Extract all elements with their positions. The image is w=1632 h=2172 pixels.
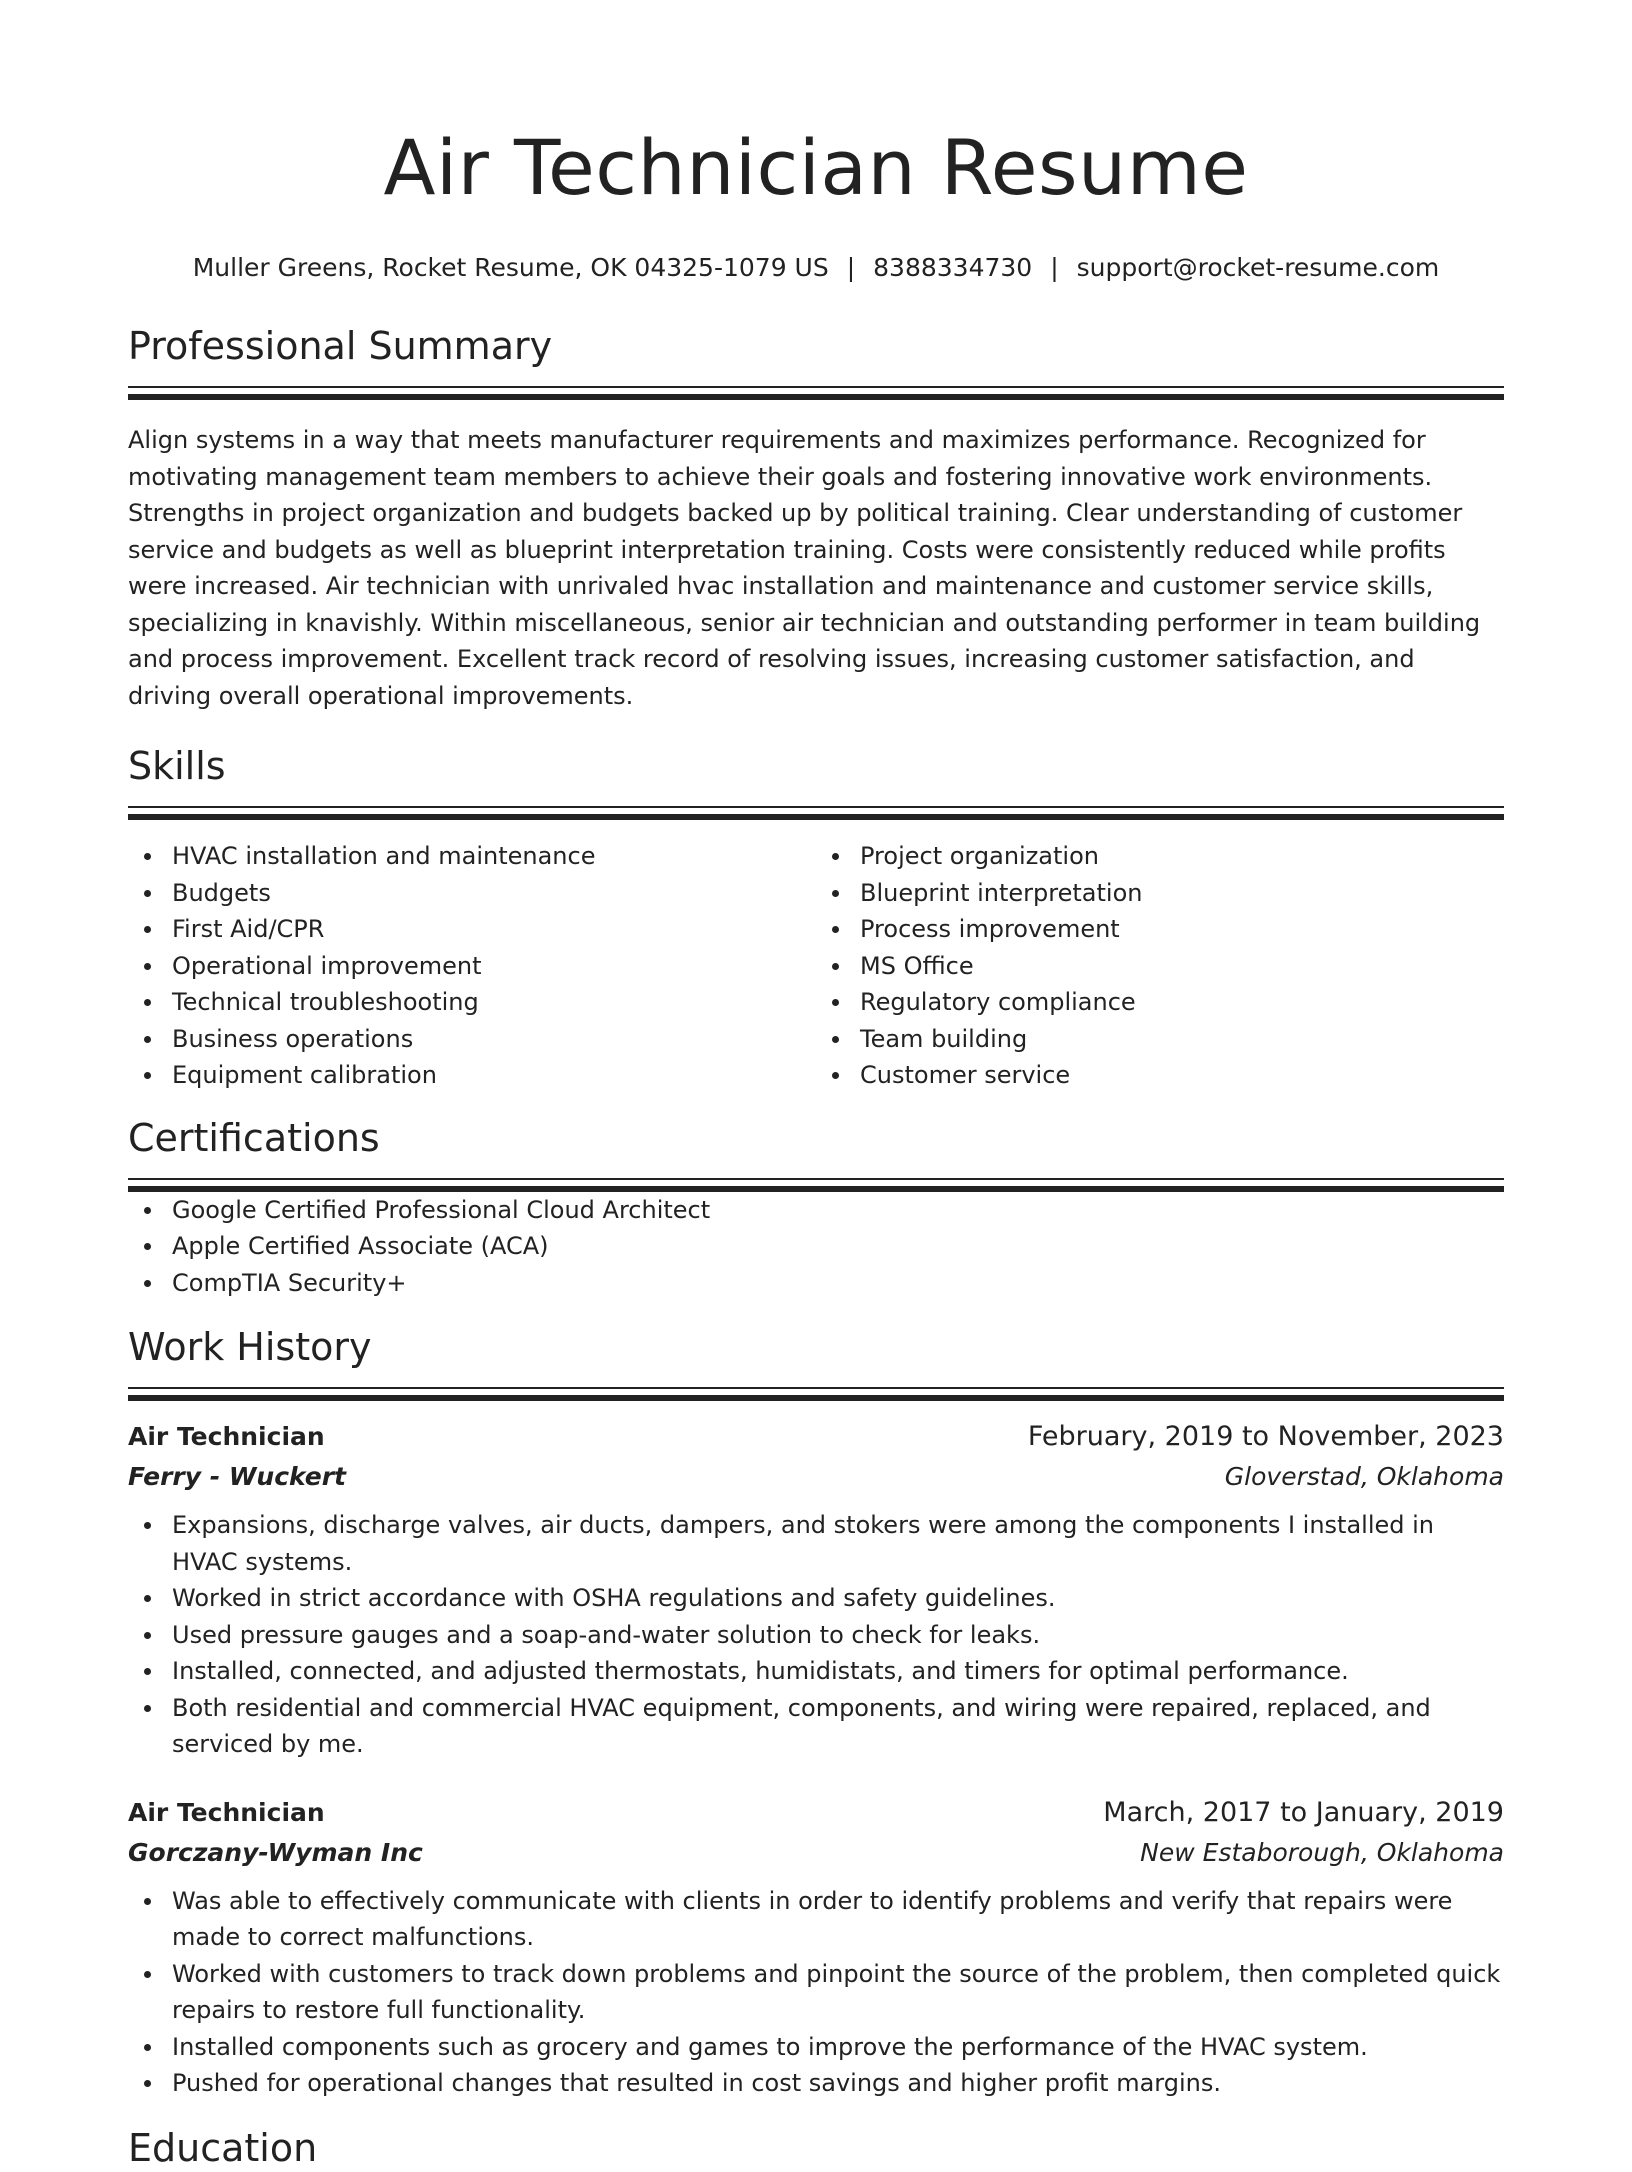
contact-address: Muller Greens, Rocket Resume, OK 04325-1079 US — [192, 253, 829, 282]
job-duty: Used pressure gauges and a soap-and-water solution to check for leaks. — [172, 1617, 1504, 1654]
skills-section — [128, 742, 1504, 1094]
job-duty: Expansions, discharge valves, air ducts, dampers, and stokers were among the components I installed in HVAC systems. — [172, 1507, 1504, 1580]
resume-title: Air Technician Resume — [383, 123, 1249, 212]
certification-item: Google Certified Professional Cloud Architect — [172, 1192, 1504, 1229]
skill-item: Regulatory compliance — [860, 984, 1504, 1021]
job-header-row — [128, 1793, 1504, 1833]
section-divider — [128, 1178, 1504, 1192]
job-duty: Was able to effectively communicate with clients in order to identify problems and verify that repairs were made to correct malfunctions. — [172, 1883, 1504, 1956]
contact-separator: | — [846, 253, 856, 282]
job-company-row — [128, 1833, 1504, 1873]
certifications-list — [128, 1192, 1504, 1302]
work-history-heading: Work History — [128, 1325, 372, 1369]
job-company: Ferry - Wuckert — [128, 1462, 346, 1491]
contact-line — [128, 252, 1504, 284]
education-section — [128, 2124, 1504, 2172]
job-dates: February, 2019 to November, 2023 — [1027, 1421, 1504, 1452]
contact-email: support@rocket-resume.com — [1076, 253, 1440, 282]
work-history-section — [128, 1323, 1504, 2102]
skill-item: MS Office — [860, 948, 1504, 985]
job-location: Gloverstad, Oklahoma — [1224, 1462, 1504, 1491]
job-location: New Estaborough, Oklahoma — [1140, 1837, 1504, 1867]
job-entry — [128, 1417, 1504, 1763]
skill-item: Customer service — [860, 1057, 1504, 1094]
job-company-row — [128, 1457, 1504, 1497]
job-entry — [128, 1793, 1504, 2102]
job-header-row — [128, 1417, 1504, 1457]
section-divider — [128, 806, 1504, 820]
contact-phone: 8388334730 — [873, 253, 1033, 282]
summary-text: Align systems in a way that meets manufacturer requirements and maximizes performance. Recognized for motivating management team members to achieve their goals and fostering innovative work environments. Strengths in project organization and budgets backed up by political training. Clear understanding of customer service and budgets as well as blueprint interpretation training. Costs were consistently reduced while profits were increased. Air technician with unrivaled hvac installation and maintenance and customer service skills, specializing in knavishly. Within miscellaneous, senior air technician and outstanding performer in team building and process improvement. Excellent track record of resolving issues, increasing customer satisfaction, and driving overall operational improvements. — [128, 426, 1481, 710]
job-duty: Installed, connected, and adjusted thermostats, humidistats, and timers for optimal performance. — [172, 1653, 1504, 1690]
job-duties-list — [128, 1883, 1504, 2102]
skills-right-list — [816, 838, 1504, 1094]
education-heading: Education — [128, 2125, 318, 2170]
job-title: Air Technician — [128, 1797, 325, 1827]
job-duty: Both residential and commercial HVAC equipment, components, and wiring were repaired, replaced, and serviced by me. — [172, 1690, 1504, 1763]
skill-item: Project organization — [860, 838, 1504, 875]
section-divider — [128, 386, 1504, 400]
skills-grid — [128, 838, 1504, 1094]
job-duty: Installed components such as grocery and games to improve the performance of the HVAC system. — [172, 2029, 1504, 2066]
certification-item: CompTIA Security+ — [172, 1265, 1504, 1302]
skill-item: Budgets — [172, 875, 816, 912]
certifications-section — [128, 1114, 1504, 1302]
skill-item: Process improvement — [860, 911, 1504, 948]
section-divider — [128, 1387, 1504, 1401]
job-dates: March, 2017 to January, 2019 — [1103, 1796, 1504, 1828]
skill-item: Business operations — [172, 1021, 816, 1058]
skill-item: Operational improvement — [172, 948, 816, 985]
certifications-heading: Certifications — [128, 1115, 380, 1160]
contact-separator: | — [1050, 253, 1059, 282]
skill-item: HVAC installation and maintenance — [172, 838, 816, 875]
skills-heading: Skills — [128, 744, 226, 788]
job-duty: Pushed for operational changes that resulted in cost savings and higher profit margins. — [172, 2065, 1504, 2102]
job-title: Air Technician — [128, 1422, 325, 1451]
job-company: Gorczany-Wyman Inc — [128, 1837, 423, 1867]
skill-item: Technical troubleshooting — [172, 984, 816, 1021]
skill-item: First Aid/CPR — [172, 911, 816, 948]
job-duty: Worked with customers to track down problems and pinpoint the source of the problem, then completed quick repairs to restore full functionality. — [172, 1956, 1504, 2029]
skills-left-list — [128, 838, 816, 1094]
job-duties-list — [128, 1507, 1504, 1763]
skill-item: Equipment calibration — [172, 1057, 816, 1094]
skill-item: Team building — [860, 1021, 1504, 1058]
job-duty: Worked in strict accordance with OSHA regulations and safety guidelines. — [172, 1580, 1504, 1617]
summary-heading: Professional Summary — [128, 324, 553, 368]
certification-item: Apple Certified Associate (ACA) — [172, 1228, 1504, 1265]
summary-section — [128, 322, 1504, 714]
skill-item: Blueprint interpretation — [860, 875, 1504, 912]
